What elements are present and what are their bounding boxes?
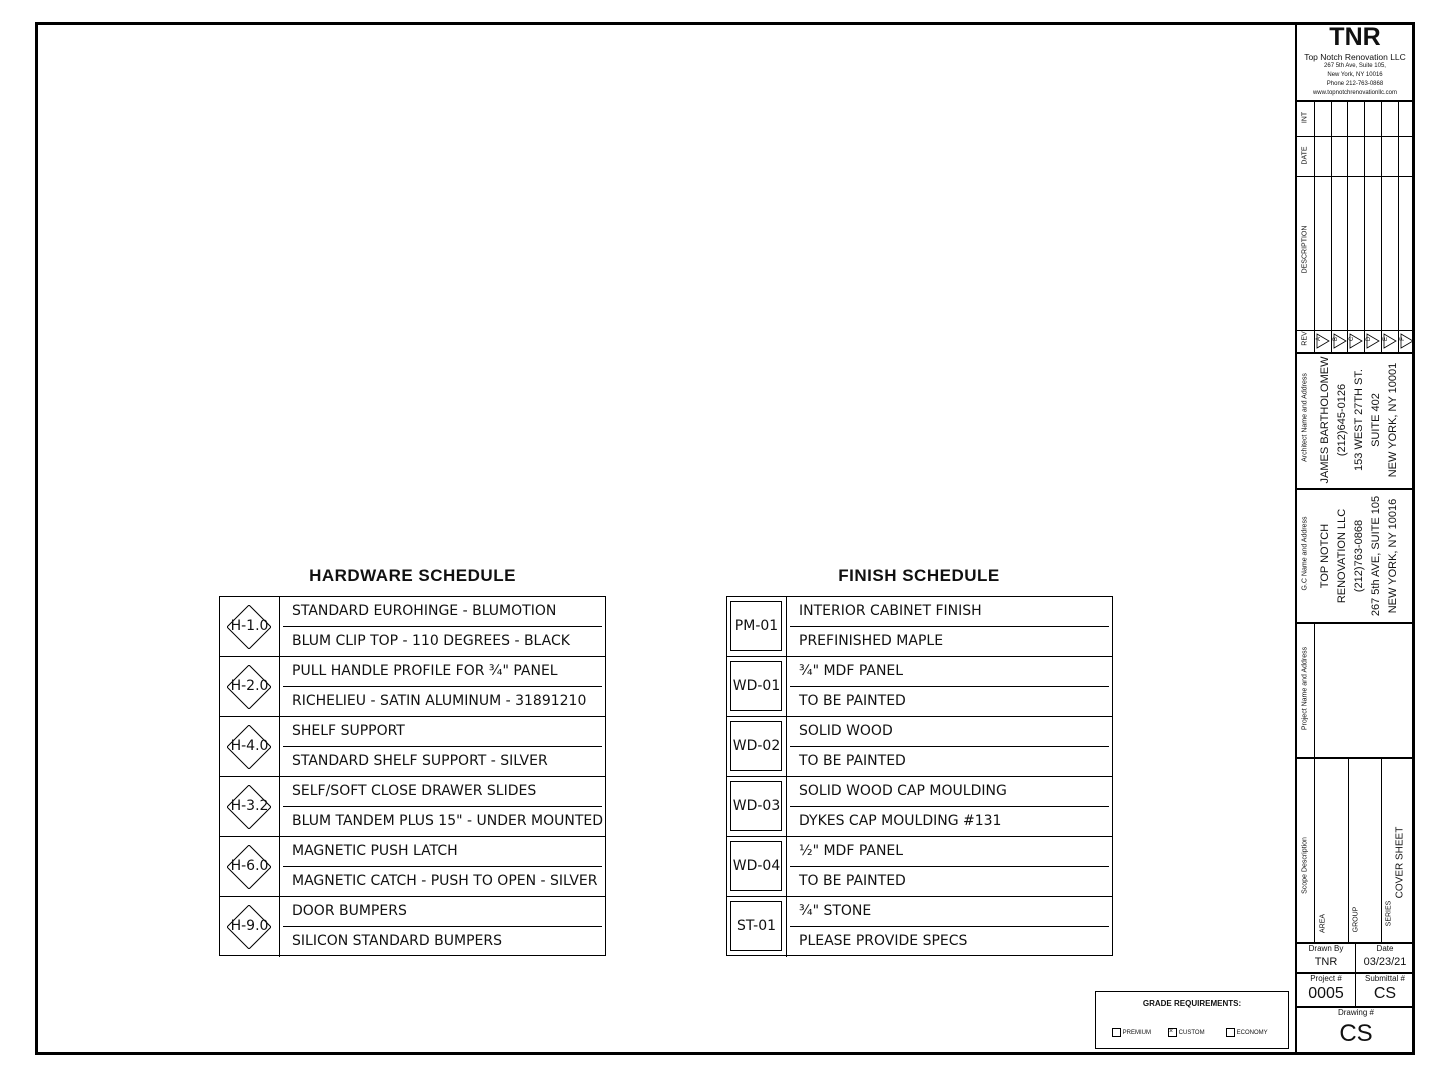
area-label: AREA xyxy=(1319,913,1327,934)
submittal-label: Submittal # xyxy=(1364,974,1406,983)
item-specification: DYKES CAP MOULDING #131 xyxy=(799,813,1002,829)
grade-requirements-box xyxy=(1095,991,1289,1049)
custom-label: CUSTOM xyxy=(1178,1030,1205,1037)
company-address2: New York, NY 10016 xyxy=(1327,72,1383,78)
finish-row xyxy=(727,716,1112,777)
architect-lines-line: 153 WEST 27TH ST. xyxy=(1353,369,1365,471)
finish-row xyxy=(727,776,1112,837)
item-description: SHELF SUPPORT xyxy=(292,723,405,739)
rev-header-rev: REV xyxy=(1301,331,1309,346)
hardware-row xyxy=(220,836,605,897)
hardware-row xyxy=(220,896,605,957)
hardware-row xyxy=(220,716,605,777)
architect-lines-line: NEW YORK, NY 10001 xyxy=(1387,362,1399,478)
hardware-row xyxy=(220,656,605,717)
company-website: www.topnotchrenovationllc.com xyxy=(1312,90,1398,96)
item-description: DOOR BUMPERS xyxy=(292,903,407,919)
hardware-schedule-title: HARDWARE SCHEDULE xyxy=(309,566,516,585)
revision-triangle-icon xyxy=(1383,332,1397,350)
tag-code: WD-03 xyxy=(732,798,781,814)
item-description: ½" MDF PANEL xyxy=(799,843,904,859)
tag-code: ST-01 xyxy=(736,918,777,934)
item-description: SOLID WOOD CAP MOULDING xyxy=(799,783,1007,799)
project-number-value: 0005 xyxy=(1308,985,1344,1002)
item-description: SOLID WOOD xyxy=(799,723,893,739)
economy-checkbox[interactable] xyxy=(1226,1028,1235,1037)
gc-label: G.C Name and Address xyxy=(1301,516,1309,591)
tag-code: WD-02 xyxy=(732,738,781,754)
revision-triangle-icon xyxy=(1400,332,1414,350)
title-block xyxy=(1295,22,1415,1055)
item-specification: PREFINISHED MAPLE xyxy=(799,633,944,649)
gc-lines-line: (212)763-0868 xyxy=(1353,519,1365,593)
tag-code: H-6.0 xyxy=(230,858,269,874)
revision-mark: E xyxy=(1383,336,1390,342)
project-label: Project Name and Address xyxy=(1301,646,1309,731)
item-description: PULL HANDLE PROFILE FOR ¾" PANEL xyxy=(292,663,558,679)
tag-cell xyxy=(727,597,787,657)
item-description: INTERIOR CABINET FINISH xyxy=(799,603,982,619)
premium-label: PREMIUM xyxy=(1122,1030,1152,1037)
submittal-value: CS xyxy=(1373,985,1397,1002)
tag-code: PM-01 xyxy=(734,618,779,634)
tag-code: H-3.2 xyxy=(230,798,269,814)
architect-lines-line: SUITE 402 xyxy=(1370,393,1382,447)
finish-row xyxy=(727,836,1112,897)
tag-cell xyxy=(220,897,280,957)
tag-cell xyxy=(727,717,787,777)
premium-checkbox[interactable] xyxy=(1112,1028,1121,1037)
economy-label: ECONOMY xyxy=(1236,1030,1268,1037)
finish-row xyxy=(727,656,1112,717)
group-label: GROUP xyxy=(1352,906,1360,933)
tag-cell xyxy=(727,657,787,717)
revision-triangle-icon xyxy=(1316,332,1330,350)
item-specification: PLEASE PROVIDE SPECS xyxy=(799,933,968,949)
finish-schedule-title: FINISH SCHEDULE xyxy=(838,566,1000,585)
company-address1: 267 5th Ave, Suite 105, xyxy=(1324,63,1386,69)
gc-lines-line: RENOVATION LLC xyxy=(1336,508,1348,604)
drawn-by-value: TNR xyxy=(1314,956,1338,968)
date-label: Date xyxy=(1376,944,1394,953)
architect-lines-line: JAMES BARTHOLOMEW xyxy=(1319,356,1331,484)
item-specification: RICHELIEU - SATIN ALUMINUM - 31891210 xyxy=(292,693,587,709)
tag-cell xyxy=(220,717,280,777)
item-specification: TO BE PAINTED xyxy=(799,753,906,769)
tag-cell xyxy=(727,777,787,837)
tag-cell xyxy=(727,837,787,897)
series-value: COVER SHEET xyxy=(1394,826,1406,899)
company-name: Top Notch Renovation LLC xyxy=(1304,52,1406,62)
item-specification: STANDARD SHELF SUPPORT - SILVER xyxy=(292,753,548,769)
revision-mark: B xyxy=(1333,336,1340,342)
tag-code: H-4.0 xyxy=(230,738,269,754)
tag-cell xyxy=(220,597,280,657)
revision-mark: F xyxy=(1399,337,1406,341)
tag-cell xyxy=(727,897,787,957)
company-logo: TNR xyxy=(1329,23,1381,51)
item-specification: SILICON STANDARD BUMPERS xyxy=(292,933,502,949)
finish-row xyxy=(727,896,1112,957)
revision-mark: A xyxy=(1316,336,1323,342)
gc-lines-line: NEW YORK, NY 10016 xyxy=(1387,498,1399,614)
gc-lines-line: TOP NOTCH xyxy=(1319,523,1331,589)
finish-row xyxy=(727,597,1112,657)
item-description: STANDARD EUROHINGE - BLUMOTION xyxy=(292,603,557,619)
tag-code: H-1.0 xyxy=(230,618,269,634)
grade-option-premium[interactable] xyxy=(1112,1028,1151,1037)
item-description: SELF/SOFT CLOSE DRAWER SLIDES xyxy=(292,783,537,799)
gc-lines-line: 267 5th AVE, SUITE 105 xyxy=(1370,495,1382,617)
tag-cell xyxy=(220,777,280,837)
drawing-number-label: Drawing # xyxy=(1337,1008,1374,1017)
revision-mark: D xyxy=(1366,336,1373,342)
custom-checkbox-checked[interactable]: × xyxy=(1168,1028,1177,1037)
revision-mark: C xyxy=(1349,336,1356,342)
tag-cell xyxy=(220,657,280,717)
revision-triangle-icon xyxy=(1366,332,1380,350)
item-specification: BLUM TANDEM PLUS 15" - UNDER MOUNTED xyxy=(292,813,604,829)
tag-code: H-9.0 xyxy=(230,918,269,934)
tag-cell xyxy=(220,837,280,897)
item-description: MAGNETIC PUSH LATCH xyxy=(292,843,458,859)
item-specification: TO BE PAINTED xyxy=(799,873,906,889)
drawn-by-label: Drawn By xyxy=(1308,944,1344,953)
rev-header-date: DATE xyxy=(1301,146,1309,165)
item-specification: TO BE PAINTED xyxy=(799,693,906,709)
hardware-row xyxy=(220,776,605,837)
architect-lines-line: (212)645-0126 xyxy=(1336,383,1348,457)
hardware-schedule-table xyxy=(219,596,606,956)
company-phone: Phone 212-763-0868 xyxy=(1326,81,1384,87)
tag-code: WD-01 xyxy=(732,678,781,694)
item-description: ¾" MDF PANEL xyxy=(799,663,904,679)
rev-header-int: INT xyxy=(1301,111,1309,124)
grade-requirements-title: GRADE REQUIREMENTS: xyxy=(1142,999,1242,1008)
item-description: ¾" STONE xyxy=(799,903,872,919)
series-label: SERIES xyxy=(1385,900,1393,927)
drawing-number-value: CS xyxy=(1339,1020,1373,1047)
item-specification: MAGNETIC CATCH - PUSH TO OPEN - SILVER xyxy=(292,873,598,889)
item-specification: BLUM CLIP TOP - 110 DEGREES - BLACK xyxy=(292,633,570,649)
grade-option-custom[interactable] xyxy=(1168,1028,1205,1037)
architect-label: Architect Name and Address xyxy=(1301,373,1309,462)
hardware-row xyxy=(220,597,605,657)
scope-label: Scope Description xyxy=(1301,837,1309,894)
revision-triangle-icon xyxy=(1333,332,1347,350)
rev-header-description: DESCRIPTION xyxy=(1301,225,1309,274)
tag-code: H-2.0 xyxy=(230,678,269,694)
project-number-label: Project # xyxy=(1310,974,1342,983)
grade-option-economy[interactable] xyxy=(1226,1028,1268,1037)
tag-code: WD-04 xyxy=(732,858,781,874)
revision-triangle-icon xyxy=(1349,332,1363,350)
finish-schedule-table xyxy=(726,596,1113,956)
date-value: 03/23/21 xyxy=(1363,956,1407,968)
